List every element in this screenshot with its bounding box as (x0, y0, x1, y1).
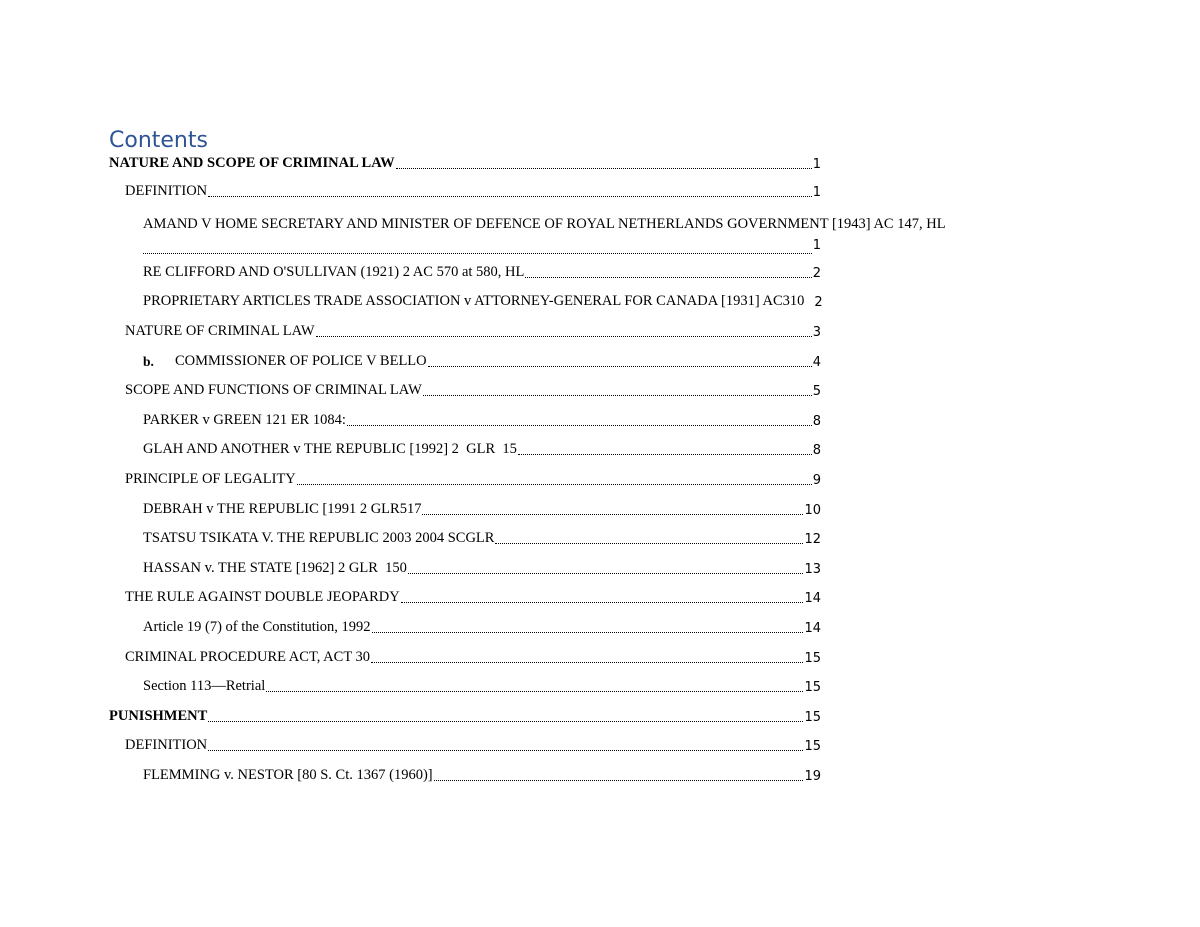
toc-page-number: 1 (812, 157, 821, 172)
toc-page-number: 8 (812, 413, 821, 429)
toc-entry-text: THE RULE AGAINST DOUBLE JEOPARDY (125, 589, 400, 606)
toc-entry[interactable] (109, 435, 821, 465)
toc-entry[interactable] (109, 583, 821, 613)
toc-entry-text: Article 19 (7) of the Constitution, 1992 (143, 618, 371, 635)
toc-leader (372, 632, 804, 633)
toc-leader (396, 168, 812, 169)
toc-entry[interactable] (109, 642, 821, 672)
toc-page-number: 14 (804, 591, 821, 607)
toc-page-number: 2 (814, 295, 823, 311)
toc-entry[interactable] (109, 155, 821, 176)
toc-entry-text: PRINCIPLE OF LEGALITY (125, 470, 296, 487)
toc-entry[interactable] (109, 524, 821, 554)
toc-entry[interactable] (109, 731, 821, 761)
toc-page-number: 10 (804, 502, 821, 518)
toc-page-number: 14 (804, 620, 821, 636)
toc-leader (316, 336, 812, 337)
toc-entry[interactable] (109, 494, 821, 524)
toc-page-number: 1 (812, 184, 821, 200)
toc-page-number: 5 (812, 384, 821, 400)
toc-leader (434, 780, 804, 781)
toc-page-number: 15 (804, 680, 821, 696)
toc-entry[interactable] (109, 287, 821, 317)
toc-title: Contents (109, 128, 208, 153)
toc-leader (208, 750, 803, 751)
toc-entry-text: AMAND V HOME SECRETARY AND MINISTER OF DEFENCE OF ROYAL NETHERLANDS GOVERNMENT [1943] AC 147, HL (143, 215, 946, 232)
toc-entry-text: PARKER v GREEN 121 ER 1084: (143, 411, 346, 428)
toc-leader (143, 253, 812, 254)
toc-leader (495, 543, 803, 544)
toc-entry-text: RE CLIFFORD AND O'SULLIVAN (1921) 2 AC 570 at 580, HL (143, 263, 525, 280)
toc-entry[interactable] (109, 405, 821, 435)
toc-page-number: 19 (804, 768, 821, 784)
toc-leader (266, 691, 803, 692)
toc-leader (525, 277, 811, 278)
toc-leader (371, 662, 803, 663)
toc-page-number: 9 (812, 472, 821, 488)
toc-entry-text: DEFINITION (125, 737, 208, 754)
toc-entry-text: CRIMINAL PROCEDURE ACT, ACT 30 (125, 648, 371, 665)
toc-entry-text: COMMISSIONER OF POLICE V BELLO (175, 352, 427, 369)
toc-entry[interactable] (109, 346, 821, 376)
toc-page-number: 3 (812, 324, 821, 340)
toc-page-number: 4 (812, 354, 821, 370)
toc-entry-text: FLEMMING v. NESTOR [80 S. Ct. 1367 (1960)] (143, 766, 433, 783)
toc-entry[interactable] (109, 612, 821, 642)
toc-entry-text: NATURE AND SCOPE OF CRIMINAL LAW (109, 155, 395, 171)
toc-entry-text: SCOPE AND FUNCTIONS OF CRIMINAL LAW (125, 382, 422, 399)
toc-page-number: 1 (812, 237, 821, 253)
toc-leader (401, 602, 804, 603)
toc-entry-text: DEBRAH v THE REPUBLIC [1991 2 GLR517 (143, 500, 422, 517)
toc-leader (208, 721, 803, 722)
toc-leader (428, 366, 812, 367)
toc-entry[interactable] (109, 760, 821, 790)
toc-leader (423, 395, 812, 396)
toc-entry[interactable] (109, 257, 821, 287)
toc-entry-text: NATURE OF CRIMINAL LAW (125, 322, 315, 339)
toc-entry[interactable] (109, 553, 821, 583)
toc-entry[interactable] (109, 376, 821, 406)
toc-page-number: 15 (804, 739, 821, 755)
toc-entry-number: b. (143, 353, 154, 369)
toc-entry-text: GLAH AND ANOTHER v THE REPUBLIC [1992] 2 GLR 15 (143, 441, 517, 458)
toc-entry[interactable] (109, 316, 821, 346)
toc-leader (422, 514, 803, 515)
toc-entry-text: DEFINITION (125, 182, 208, 199)
toc-entry-text: TSATSU TSIKATA V. THE REPUBLIC 2003 2004 SCGLR (143, 530, 495, 547)
toc-page-number: 13 (804, 561, 821, 577)
toc-leader (208, 196, 812, 197)
toc-entry[interactable] (109, 176, 821, 206)
toc-leader (347, 425, 812, 426)
toc-leader (518, 454, 812, 455)
toc-entry-text: HASSAN v. THE STATE [1962] 2 GLR 150 (143, 559, 407, 576)
toc-entry[interactable] (109, 464, 821, 494)
toc-entry[interactable] (109, 672, 821, 702)
toc-entry-text: Section 113—Retrial (143, 678, 266, 695)
toc-page-number: 8 (812, 443, 821, 459)
toc-entry-text: PROPRIETARY ARTICLES TRADE ASSOCIATION v ATTORNEY-GENERAL FOR CANADA [1931] AC310 (143, 293, 805, 310)
table-of-contents (109, 127, 946, 790)
toc-page-number: 12 (804, 532, 821, 548)
toc-page-number: 15 (804, 650, 821, 666)
toc-entry[interactable] (109, 206, 946, 258)
toc-page-number: 2 (812, 265, 821, 281)
toc-entry-text: PUNISHMENT (109, 707, 208, 724)
toc-page-number: 15 (804, 709, 821, 725)
toc-leader (297, 484, 812, 485)
toc-entry[interactable] (109, 701, 821, 731)
toc-leader (408, 573, 804, 574)
